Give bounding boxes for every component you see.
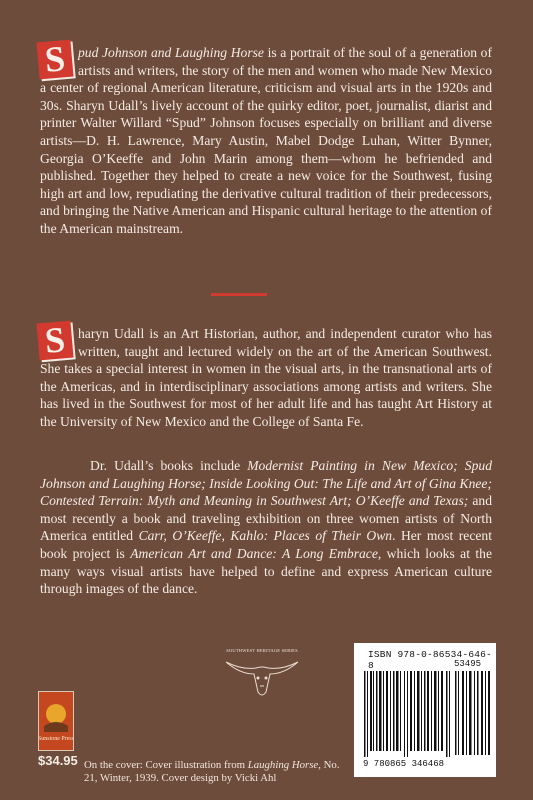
dropcap-s: S <box>36 321 73 361</box>
longhorn-skull-icon <box>222 648 302 708</box>
addon-barcode <box>454 671 494 757</box>
cover-credit <box>84 759 346 785</box>
books-lead: Dr. Udall’s books include <box>90 458 248 473</box>
series-logo <box>222 648 302 708</box>
cover-credit-suffix: , No. 21, Winter, 1939. Cover design by Vicki Ahl <box>84 759 340 784</box>
dropcap-s: S <box>36 40 73 80</box>
series-logo-text: SOUTHWEST HERITAGE SERIES <box>226 648 298 653</box>
cover-credit-title: Laughing Horse <box>247 759 319 771</box>
books-mid-2: . Her most recent book project is <box>40 528 492 561</box>
isbn-label: ISBN 978-0-86534-646-8 <box>368 649 492 671</box>
books-end: , which looks at the many ways visual artists have helped to define and express American culture through images of the dance. <box>40 545 492 597</box>
publisher-name: Sunstone Press <box>39 736 73 742</box>
price: $34.95 <box>38 753 78 768</box>
author-bio-text: haryn Udall is an Art Historian, author, and independent curator who has written, taught and lectured widely on the art of the American Southwest. She takes a special interest in women in the visual arts, in the transnational arts of the Americas, and in interdisciplinary associations among artists and writers. She has lived in the Southwest for most of her adult life and has taught Art History at the University of New Mexico and the College of Santa Fe. <box>40 326 492 429</box>
book-title-carr: Carr, O’Keeffe, Kahlo: Places of Their Own <box>138 528 393 544</box>
description-text: is a portrait of the soul of a generation of artists and writers, the story of the men and women who made New Mexico a center of regional American literature, criticism and visual arts in the 1920s and 30s. Sharyn Udall’s lively account of the quirky editor, poet, journalist, diarist and printer Walter Willard “Spud” Johnson focuses especially on brilliant and diverse artists—D. H. Lawrence, Mary Austin, Mabel Dodge Luhan, Witter Bynner, Georgia O’Keeffe and John Marin among them—whom he befriended and published. Together they helped to create a new voice for the Southwest, fusing high art and low, repudiating the derivative cultural tradition of their predecessors, and bringing the Native American and Hispanic cultural heritage to the attention of the American mainstream. <box>40 45 492 236</box>
book-title: pud Johnson and Laughing Horse <box>78 45 264 60</box>
price-code: 53495 <box>454 659 482 669</box>
author-books <box>40 457 492 598</box>
book-title-dance: American Art and Dance: A Long Embrace <box>130 545 378 561</box>
publisher-logo <box>38 691 74 751</box>
ean-barcode <box>364 671 450 757</box>
books-mid-1: and most recently a book and traveling exhibition on three women artists of North America entitled <box>40 493 493 544</box>
sunstone-logo-icon <box>39 692 73 750</box>
isbn-number: 9 780865 346468 <box>363 759 445 769</box>
author-bio <box>40 319 492 431</box>
isbn-barcode-box <box>354 643 496 777</box>
section-divider <box>211 293 267 296</box>
book-description <box>40 38 492 238</box>
cover-credit-prefix: On the cover: Cover illustration from <box>84 759 248 771</box>
books-titles: Modernist Painting in New Mexico; Spud Johnson and Laughing Horse; Inside Looking Out: The Life and Art of Gina Knee; Contested Terrain: Myth and Meaning in Southwest Art; O’Keeffe and Texas; <box>40 458 492 509</box>
